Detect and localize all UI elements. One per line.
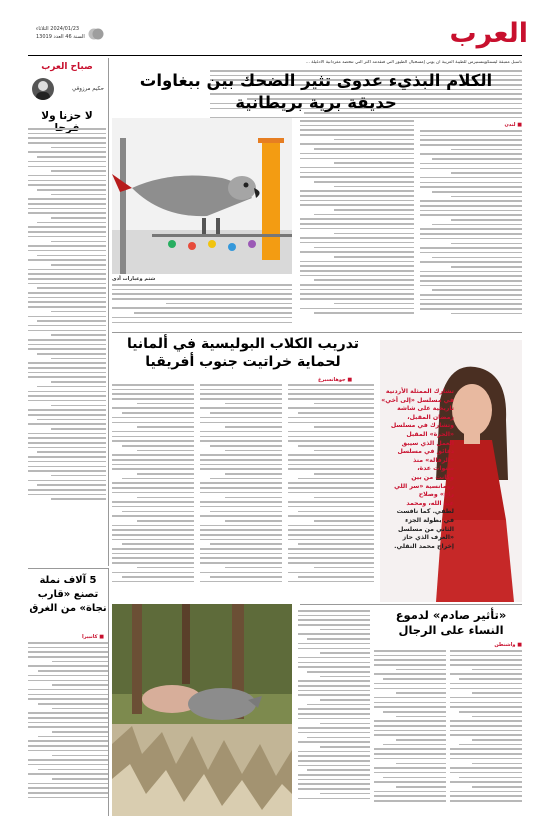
lead-byline: ■ لندن: [504, 122, 522, 128]
masthead-rule: [28, 55, 522, 56]
story2-headline: تدريب الكلاب البوليسية في ألمانيا لحماية خراتيت جنوب أفريقيا: [126, 336, 360, 370]
masthead: [0, 16, 550, 54]
photo-caption: شتم وعبارات أذى: [112, 276, 156, 282]
story3-body-col2: [374, 650, 446, 816]
story4-body: [28, 642, 108, 816]
masthead-icon: [88, 26, 104, 42]
rhino-photo: [112, 604, 292, 816]
column-title: صباح العرب: [41, 62, 93, 72]
story4-headline: 5 آلاف نملة تصنع «قارب نجاة» من الغرق: [29, 575, 107, 614]
lead-kicker: تاسبل ممبقة ليستكويتستيرس للطيبة العربية أن يوني إمسحبال الطيور التي فتقدمه أكثر التي تتحضد مغردانية الادغيلة ...: [210, 60, 522, 118]
story3-headline: «تأثير صادم» لدموع النساء على الرجال: [395, 608, 507, 637]
actress-quote: تشارك الممثلة الأردنية في مسلسل «إلى أخي» تاريخية على شاشة رمضان المقبل، وتشارك في مسلسل «الحرة» المقبل العمل الذي سيبق دقائق في مسلسل «الرفالة» منذ سنوات عدة، وكانت من بين رومانسية «سر اللي راح» وصلاح عبد الله، ومحمد لطفي. كما نافست في بطولة الجزء الثاني من مسلسل «العرف الذي حاز إخراج محمد النقلي.: [381, 388, 454, 550]
story4-divider: [108, 568, 109, 816]
author-avatar: [32, 78, 54, 100]
story3-rule: [300, 604, 522, 605]
story2-byline: ■ جوهانسبرغ: [318, 377, 353, 383]
story2-body-col2: [200, 384, 282, 598]
parrot-photo: [112, 118, 292, 274]
date-line: 2024/01/23 الثلاثاء: [36, 26, 80, 32]
story3-body-col3: [298, 610, 370, 816]
lead-body-under-photo: [112, 284, 292, 328]
lead-bottom-rule: [112, 332, 522, 333]
story2-body-col1: [288, 384, 374, 598]
column-divider: [108, 58, 109, 566]
lead-body-col2: [300, 120, 414, 328]
column-box: [28, 58, 106, 566]
story4-byline: ■ كانبيرا: [81, 634, 104, 640]
story3-byline: ■ واشنطن: [494, 642, 522, 648]
story2-body-col3: [112, 384, 194, 598]
column-headline: لا حزنا ولا: [41, 110, 93, 122]
lead-body-col1: [420, 130, 522, 328]
story3-body-col1: [450, 650, 522, 816]
column-author: حكيم مرزوقي: [71, 86, 104, 92]
lead-headline: الكلام البذيء عدوى تثير الضحك بين ببغاوات حديقة برية بريطانية: [139, 71, 493, 112]
story4-rule: [28, 568, 108, 569]
column-body: [28, 128, 106, 564]
newspaper-logo: العرب: [449, 18, 528, 49]
issue-line: السنة 46 العدد 13019: [36, 34, 85, 40]
